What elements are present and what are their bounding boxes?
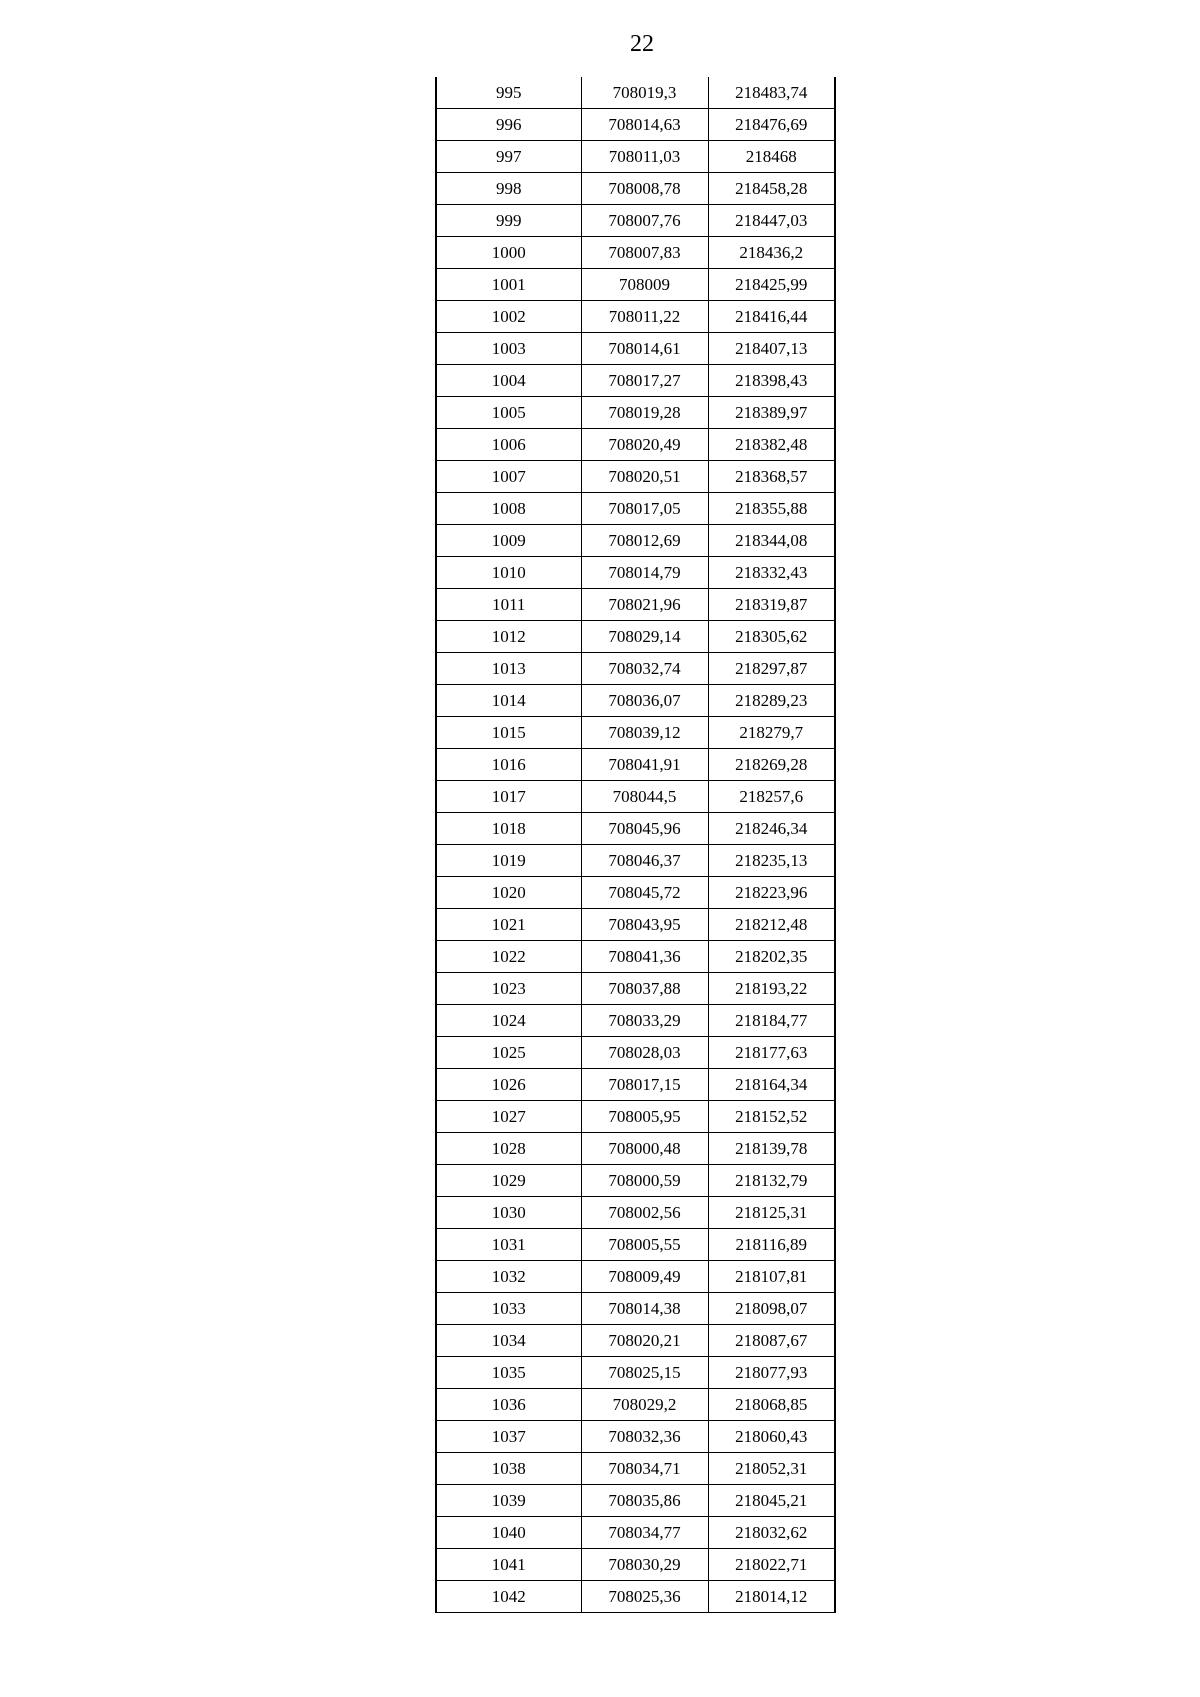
y-coordinate-cell: 218458,28 [708,173,835,205]
x-coordinate-cell: 708000,48 [581,1133,708,1165]
x-coordinate-cell: 708014,63 [581,109,708,141]
x-coordinate-cell: 708032,74 [581,653,708,685]
table-row [436,909,835,941]
table-row [436,973,835,1005]
point-number-cell: 996 [436,109,581,141]
table-row [436,1261,835,1293]
y-coordinate-cell: 218279,7 [708,717,835,749]
y-coordinate-cell: 218045,21 [708,1485,835,1517]
y-coordinate-cell: 218152,52 [708,1101,835,1133]
x-coordinate-cell: 708020,21 [581,1325,708,1357]
table-row [436,1069,835,1101]
y-coordinate-cell: 218125,31 [708,1197,835,1229]
x-coordinate-cell: 708017,27 [581,365,708,397]
table-row [436,1165,835,1197]
table-row [436,781,835,813]
point-number-cell: 1016 [436,749,581,781]
y-coordinate-cell: 218289,23 [708,685,835,717]
table-row [436,877,835,909]
x-coordinate-cell: 708009 [581,269,708,301]
y-coordinate-cell: 218116,89 [708,1229,835,1261]
point-number-cell: 1025 [436,1037,581,1069]
y-coordinate-cell: 218305,62 [708,621,835,653]
y-coordinate-cell: 218368,57 [708,461,835,493]
y-coordinate-cell: 218060,43 [708,1421,835,1453]
x-coordinate-cell: 708012,69 [581,525,708,557]
x-coordinate-cell: 708034,77 [581,1517,708,1549]
y-coordinate-cell: 218297,87 [708,653,835,685]
point-number-cell: 1017 [436,781,581,813]
x-coordinate-cell: 708011,03 [581,141,708,173]
x-coordinate-cell: 708044,5 [581,781,708,813]
x-coordinate-cell: 708008,78 [581,173,708,205]
point-number-cell: 1004 [436,365,581,397]
y-coordinate-cell: 218398,43 [708,365,835,397]
x-coordinate-cell: 708034,71 [581,1453,708,1485]
point-number-cell: 1001 [436,269,581,301]
table-row [436,205,835,237]
table-row [436,1453,835,1485]
point-number-cell: 1040 [436,1517,581,1549]
point-number-cell: 1015 [436,717,581,749]
point-number-cell: 1018 [436,813,581,845]
point-number-cell: 1035 [436,1357,581,1389]
point-number-cell: 1005 [436,397,581,429]
y-coordinate-cell: 218483,74 [708,77,835,109]
y-coordinate-cell: 218269,28 [708,749,835,781]
x-coordinate-cell: 708032,36 [581,1421,708,1453]
x-coordinate-cell: 708005,55 [581,1229,708,1261]
table-row [436,237,835,269]
x-coordinate-cell: 708017,05 [581,493,708,525]
point-number-cell: 1019 [436,845,581,877]
x-coordinate-cell: 708025,15 [581,1357,708,1389]
point-number-cell: 999 [436,205,581,237]
table-row [436,1389,835,1421]
table-row [436,557,835,589]
y-coordinate-cell: 218022,71 [708,1549,835,1581]
point-number-cell: 1007 [436,461,581,493]
y-coordinate-cell: 218447,03 [708,205,835,237]
point-number-cell: 1000 [436,237,581,269]
table-row [436,141,835,173]
x-coordinate-cell: 708021,96 [581,589,708,621]
page-number: 22 [630,31,654,57]
y-coordinate-cell: 218319,87 [708,589,835,621]
table-row [436,845,835,877]
x-coordinate-cell: 708037,88 [581,973,708,1005]
point-number-cell: 1002 [436,301,581,333]
x-coordinate-cell: 708011,22 [581,301,708,333]
table-row [436,269,835,301]
x-coordinate-cell: 708014,38 [581,1293,708,1325]
point-number-cell: 1013 [436,653,581,685]
x-coordinate-cell: 708033,29 [581,1005,708,1037]
y-coordinate-cell: 218032,62 [708,1517,835,1549]
coordinates-table-body [436,77,835,1613]
point-number-cell: 1006 [436,429,581,461]
table-row [436,1517,835,1549]
table-row [436,1229,835,1261]
table-row [436,333,835,365]
x-coordinate-cell: 708029,2 [581,1389,708,1421]
y-coordinate-cell: 218164,34 [708,1069,835,1101]
point-number-cell: 1014 [436,685,581,717]
x-coordinate-cell: 708017,15 [581,1069,708,1101]
point-number-cell: 1041 [436,1549,581,1581]
point-number-cell: 1031 [436,1229,581,1261]
y-coordinate-cell: 218407,13 [708,333,835,365]
x-coordinate-cell: 708043,95 [581,909,708,941]
x-coordinate-cell: 708000,59 [581,1165,708,1197]
x-coordinate-cell: 708014,79 [581,557,708,589]
table-row [436,461,835,493]
x-coordinate-cell: 708025,36 [581,1581,708,1613]
table-row [436,1293,835,1325]
y-coordinate-cell: 218052,31 [708,1453,835,1485]
y-coordinate-cell: 218212,48 [708,909,835,941]
y-coordinate-cell: 218382,48 [708,429,835,461]
y-coordinate-cell: 218193,22 [708,973,835,1005]
y-coordinate-cell: 218355,88 [708,493,835,525]
y-coordinate-cell: 218332,43 [708,557,835,589]
table-row [436,397,835,429]
x-coordinate-cell: 708005,95 [581,1101,708,1133]
table-row [436,365,835,397]
point-number-cell: 1020 [436,877,581,909]
table-row [436,813,835,845]
y-coordinate-cell: 218476,69 [708,109,835,141]
table-row [436,525,835,557]
point-number-cell: 1034 [436,1325,581,1357]
y-coordinate-cell: 218087,67 [708,1325,835,1357]
table-row [436,1101,835,1133]
point-number-cell: 1027 [436,1101,581,1133]
x-coordinate-cell: 708036,07 [581,685,708,717]
coordinates-table [435,77,836,1613]
y-coordinate-cell: 218098,07 [708,1293,835,1325]
y-coordinate-cell: 218184,77 [708,1005,835,1037]
point-number-cell: 995 [436,77,581,109]
y-coordinate-cell: 218344,08 [708,525,835,557]
table-row [436,685,835,717]
x-coordinate-cell: 708039,12 [581,717,708,749]
table-row [436,173,835,205]
point-number-cell: 1003 [436,333,581,365]
y-coordinate-cell: 218107,81 [708,1261,835,1293]
x-coordinate-cell: 708041,36 [581,941,708,973]
table-row [436,301,835,333]
point-number-cell: 1039 [436,1485,581,1517]
table-row [436,1133,835,1165]
x-coordinate-cell: 708019,28 [581,397,708,429]
point-number-cell: 1028 [436,1133,581,1165]
x-coordinate-cell: 708030,29 [581,1549,708,1581]
table-row [436,621,835,653]
table-row [436,1037,835,1069]
table-row [436,493,835,525]
y-coordinate-cell: 218014,12 [708,1581,835,1613]
x-coordinate-cell: 708045,96 [581,813,708,845]
table-row [436,717,835,749]
point-number-cell: 1030 [436,1197,581,1229]
table-row [436,653,835,685]
table-row [436,1421,835,1453]
table-row [436,1197,835,1229]
y-coordinate-cell: 218202,35 [708,941,835,973]
table-row [436,1581,835,1613]
table-row [436,1549,835,1581]
point-number-cell: 1022 [436,941,581,973]
point-number-cell: 1036 [436,1389,581,1421]
point-number-cell: 1021 [436,909,581,941]
y-coordinate-cell: 218416,44 [708,301,835,333]
table-row [436,941,835,973]
point-number-cell: 1029 [436,1165,581,1197]
x-coordinate-cell: 708046,37 [581,845,708,877]
point-number-cell: 1032 [436,1261,581,1293]
x-coordinate-cell: 708020,49 [581,429,708,461]
y-coordinate-cell: 218139,78 [708,1133,835,1165]
y-coordinate-cell: 218389,97 [708,397,835,429]
x-coordinate-cell: 708045,72 [581,877,708,909]
point-number-cell: 1024 [436,1005,581,1037]
y-coordinate-cell: 218177,63 [708,1037,835,1069]
table-row [436,1357,835,1389]
x-coordinate-cell: 708041,91 [581,749,708,781]
point-number-cell: 1009 [436,525,581,557]
point-number-cell: 1026 [436,1069,581,1101]
x-coordinate-cell: 708035,86 [581,1485,708,1517]
point-number-cell: 1010 [436,557,581,589]
table-row [436,1005,835,1037]
y-coordinate-cell: 218425,99 [708,269,835,301]
x-coordinate-cell: 708028,03 [581,1037,708,1069]
point-number-cell: 1011 [436,589,581,621]
point-number-cell: 1033 [436,1293,581,1325]
x-coordinate-cell: 708002,56 [581,1197,708,1229]
y-coordinate-cell: 218223,96 [708,877,835,909]
table-row [436,1325,835,1357]
y-coordinate-cell: 218235,13 [708,845,835,877]
y-coordinate-cell: 218468 [708,141,835,173]
x-coordinate-cell: 708007,83 [581,237,708,269]
table-row [436,109,835,141]
point-number-cell: 1038 [436,1453,581,1485]
x-coordinate-cell: 708019,3 [581,77,708,109]
point-number-cell: 997 [436,141,581,173]
table-row [436,1485,835,1517]
point-number-cell: 998 [436,173,581,205]
y-coordinate-cell: 218077,93 [708,1357,835,1389]
point-number-cell: 1037 [436,1421,581,1453]
point-number-cell: 1008 [436,493,581,525]
point-number-cell: 1012 [436,621,581,653]
y-coordinate-cell: 218246,34 [708,813,835,845]
table-row [436,589,835,621]
point-number-cell: 1042 [436,1581,581,1613]
y-coordinate-cell: 218132,79 [708,1165,835,1197]
table-row [436,429,835,461]
x-coordinate-cell: 708007,76 [581,205,708,237]
x-coordinate-cell: 708029,14 [581,621,708,653]
y-coordinate-cell: 218257,6 [708,781,835,813]
y-coordinate-cell: 218436,2 [708,237,835,269]
x-coordinate-cell: 708014,61 [581,333,708,365]
point-number-cell: 1023 [436,973,581,1005]
table-row [436,77,835,109]
y-coordinate-cell: 218068,85 [708,1389,835,1421]
x-coordinate-cell: 708009,49 [581,1261,708,1293]
x-coordinate-cell: 708020,51 [581,461,708,493]
table-row [436,749,835,781]
